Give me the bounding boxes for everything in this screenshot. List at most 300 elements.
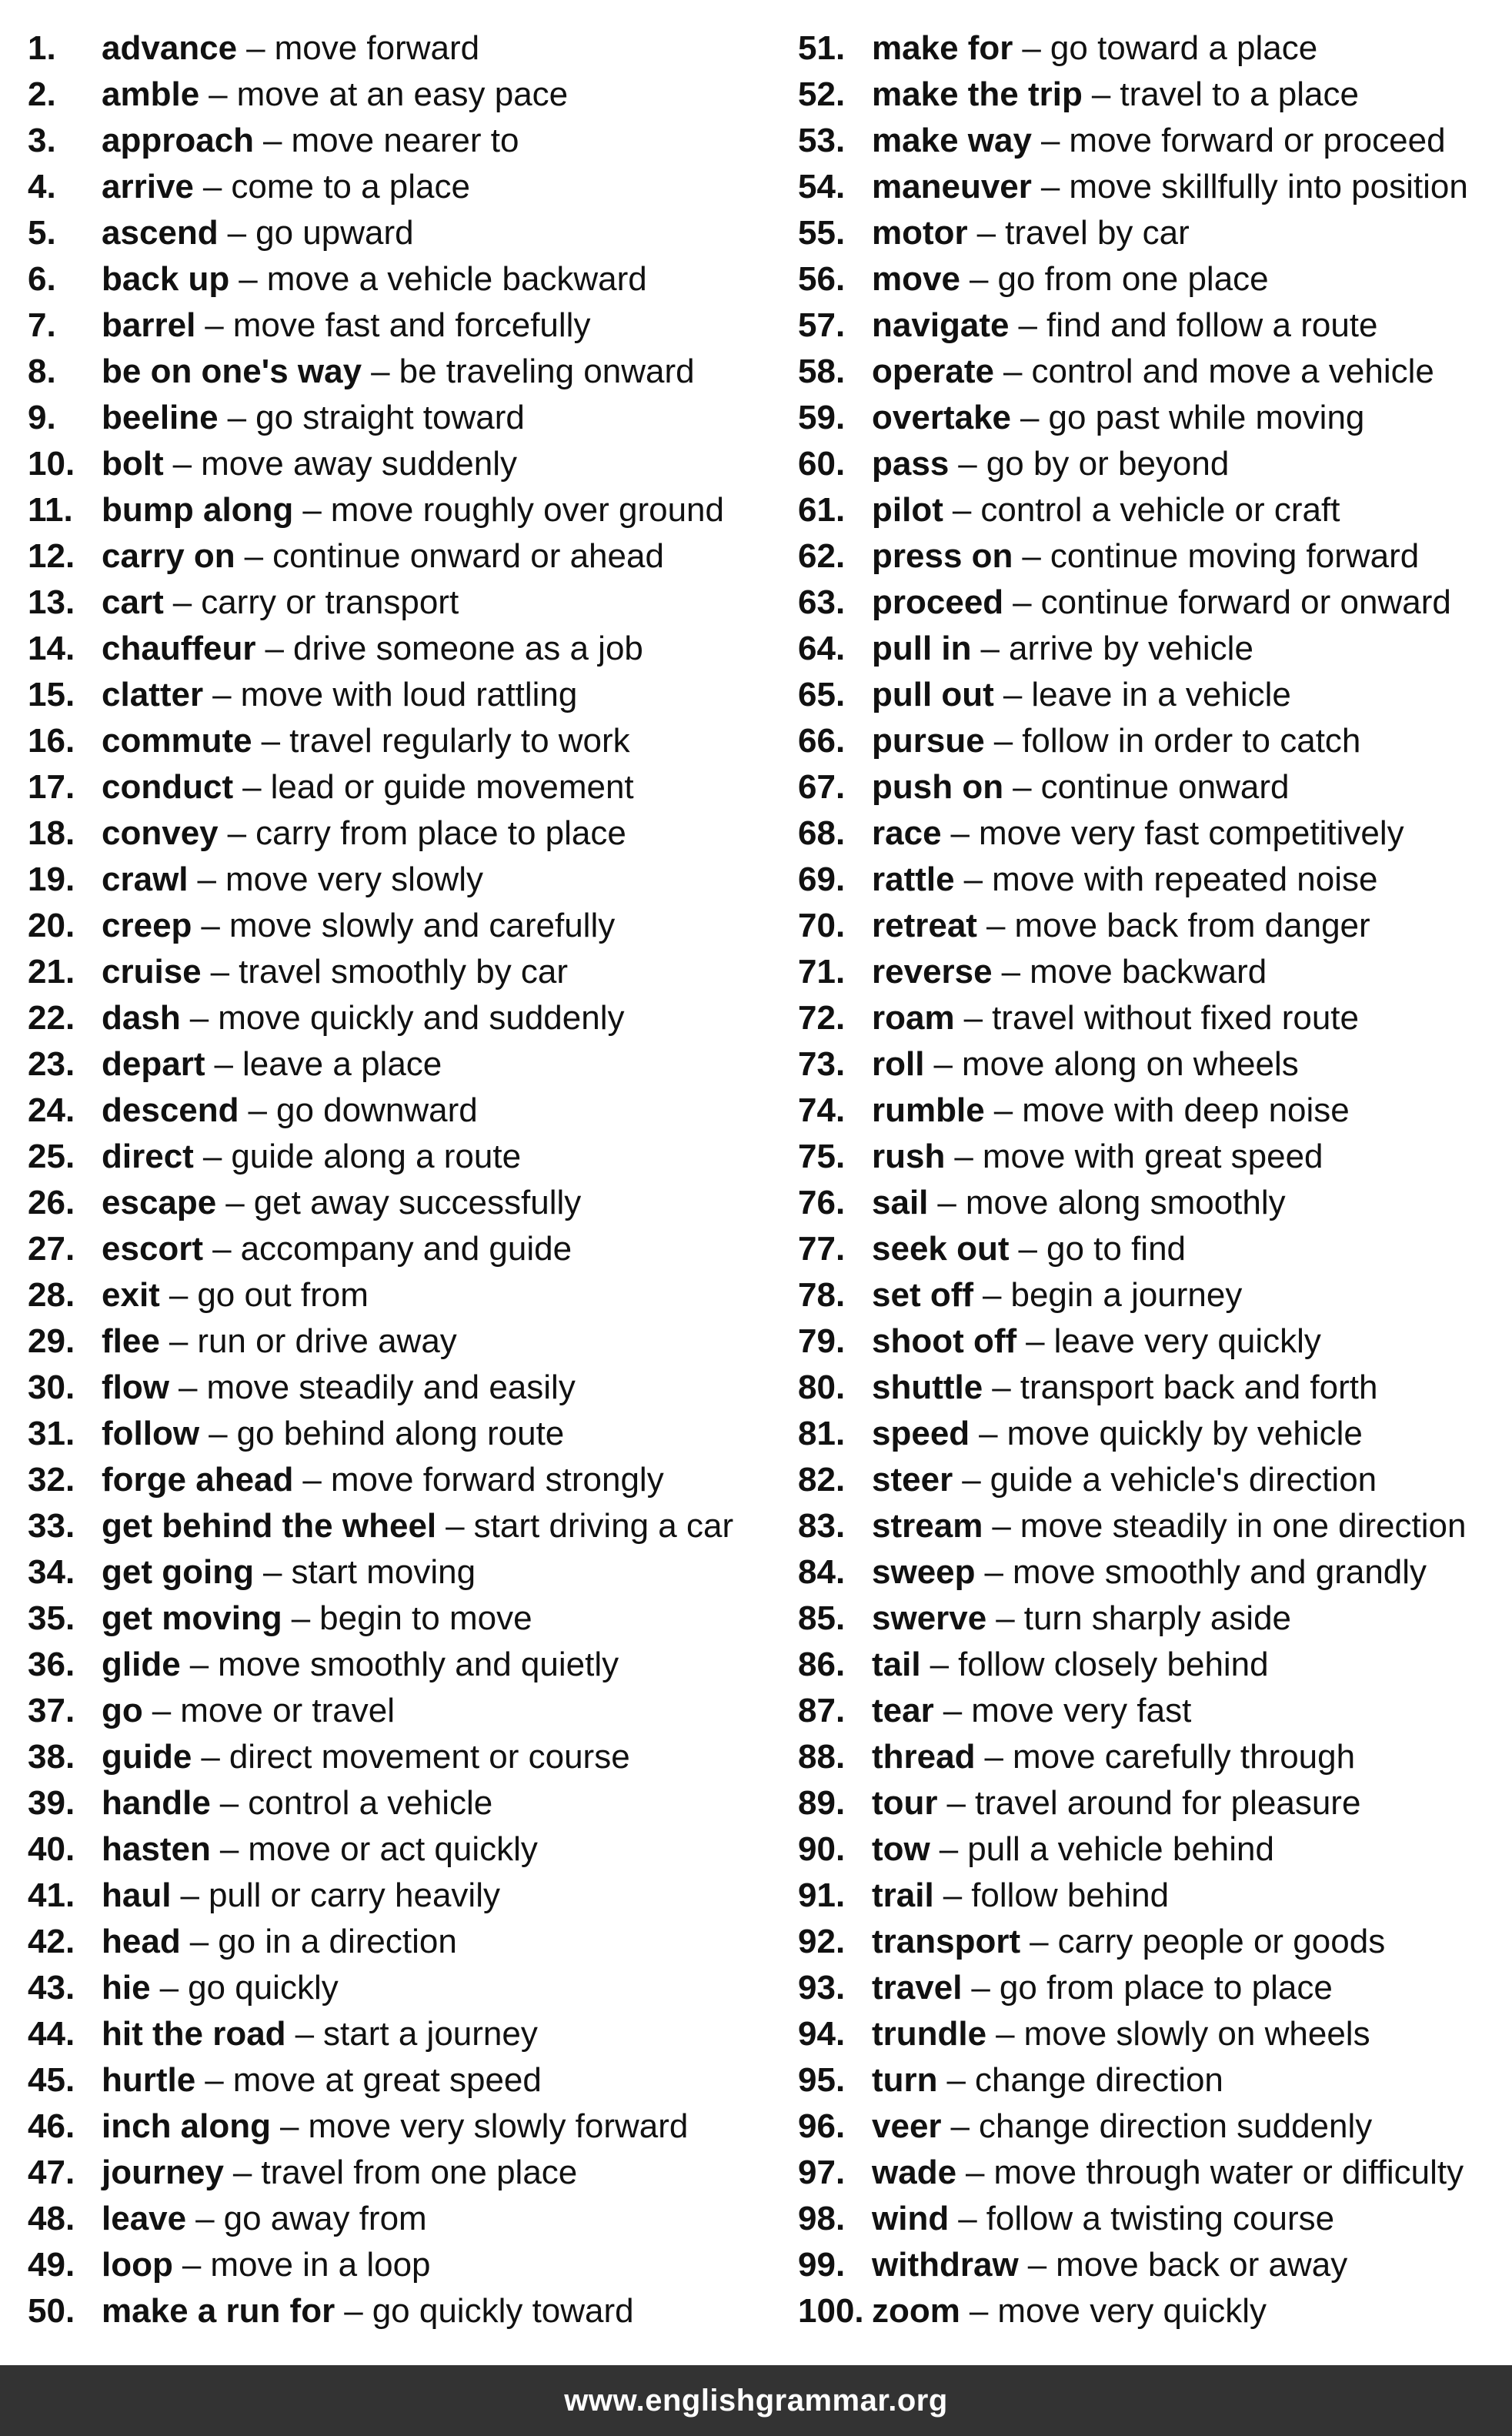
item-definition: change direction suddenly (979, 2107, 1373, 2145)
list-item (28, 1642, 766, 1688)
item-term: race (872, 814, 942, 852)
list-item (28, 256, 766, 302)
list-item (798, 1873, 1506, 1919)
item-definition: move in a loop (210, 2246, 431, 2284)
item-definition: pull a vehicle behind (967, 1830, 1274, 1868)
item-definition: start driving a car (473, 1507, 734, 1545)
item-number: 36. (28, 1646, 75, 1683)
item-definition: start a journey (323, 2015, 538, 2053)
item-definition: move very slowly (225, 860, 483, 898)
item-definition: lead or guide movement (270, 768, 634, 806)
item-number: 6. (28, 260, 56, 298)
item-term: handle (102, 1784, 211, 1822)
item-term: reverse (872, 953, 993, 991)
list-item (798, 1688, 1506, 1734)
item-term: hasten (102, 1830, 211, 1868)
item-term: speed (872, 1415, 970, 1452)
item-term: carry on (102, 537, 235, 575)
item-definition: go quickly toward (372, 2292, 634, 2330)
item-term: escape (102, 1184, 217, 1221)
list-item (798, 2011, 1506, 2057)
list-item (798, 118, 1506, 164)
item-definition: go away from (223, 2200, 427, 2237)
left-column (28, 25, 766, 2334)
item-separator: – (189, 1923, 209, 1960)
item-separator: – (1018, 306, 1037, 344)
list-item (28, 1688, 766, 1734)
item-definition: leave in a vehicle (1031, 676, 1291, 713)
list-item (798, 349, 1506, 395)
item-definition: move back from danger (1014, 907, 1370, 944)
list-item (798, 1272, 1506, 1318)
item-separator: – (1030, 1923, 1049, 1960)
item-separator: – (1020, 399, 1040, 436)
item-number: 89. (798, 1784, 846, 1822)
item-separator: – (189, 999, 209, 1037)
item-separator: – (958, 445, 977, 483)
item-separator: – (1040, 122, 1060, 159)
item-term: flee (102, 1322, 160, 1360)
item-separator: – (983, 1276, 1002, 1314)
item-definition: go downward (276, 1091, 478, 1129)
list-item (28, 164, 766, 210)
item-definition: control a vehicle (248, 1784, 493, 1822)
item-number: 57. (798, 306, 846, 344)
item-number: 21. (28, 953, 75, 991)
item-number: 53. (798, 122, 846, 159)
item-term: rumble (872, 1091, 985, 1129)
item-separator: – (954, 1138, 973, 1175)
item-definition: control and move a vehicle (1031, 353, 1434, 390)
item-term: roll (872, 1045, 925, 1083)
item-separator: – (1040, 168, 1060, 206)
item-definition: move away suddenly (201, 445, 518, 483)
list-item (798, 810, 1506, 857)
item-term: head (102, 1923, 181, 1960)
item-separator: – (302, 491, 322, 529)
item-term: flow (102, 1368, 169, 1406)
item-definition: travel around for pleasure (975, 1784, 1361, 1822)
list-item (798, 1734, 1506, 1780)
item-separator: – (280, 2107, 299, 2145)
list-item (798, 1041, 1506, 1088)
item-definition: run or drive away (197, 1322, 457, 1360)
item-separator: – (189, 1646, 209, 1683)
item-definition: travel from one place (261, 2154, 578, 2191)
item-term: rush (872, 1138, 946, 1175)
item-term: pilot (872, 491, 943, 529)
item-term: back up (102, 260, 230, 298)
item-term: convey (102, 814, 219, 852)
item-number: 17. (28, 768, 75, 806)
item-definition: move with great speed (982, 1138, 1323, 1175)
item-term: get moving (102, 1599, 282, 1637)
list-item (28, 1780, 766, 1826)
item-separator: – (958, 2200, 977, 2237)
item-number: 26. (28, 1184, 75, 1221)
item-term: approach (102, 122, 255, 159)
item-definition: move with loud rattling (240, 676, 578, 713)
list-item (28, 1826, 766, 1873)
list-item (798, 672, 1506, 718)
item-term: loop (102, 2246, 173, 2284)
item-definition: come to a place (231, 168, 470, 206)
item-definition: move slowly and carefully (229, 907, 616, 944)
item-definition: move roughly over ground (330, 491, 724, 529)
item-number: 61. (798, 491, 846, 529)
item-definition: move back or away (1056, 2246, 1348, 2284)
list-item (798, 533, 1506, 580)
list-item (28, 1457, 766, 1503)
item-number: 5. (28, 214, 56, 252)
item-separator: – (219, 1830, 239, 1868)
item-definition: move forward (274, 29, 480, 67)
item-term: amble (102, 75, 200, 113)
item-number: 91. (798, 1876, 846, 1914)
item-separator: – (302, 1461, 322, 1499)
item-separator: – (446, 1507, 465, 1545)
item-number: 76. (798, 1184, 846, 1221)
item-definition: go straight toward (255, 399, 525, 436)
item-definition: carry or transport (201, 583, 459, 621)
list-item (28, 533, 766, 580)
item-term: get behind the wheel (102, 1507, 437, 1545)
item-number: 50. (28, 2292, 75, 2330)
item-definition: move nearer to (291, 122, 519, 159)
item-separator: – (992, 1507, 1011, 1545)
item-definition: arrive by vehicle (1009, 630, 1253, 667)
item-number: 39. (28, 1784, 75, 1822)
footer-website-link[interactable]: www.englishgrammar.org (564, 2383, 948, 2418)
item-definition: drive someone as a job (292, 630, 643, 667)
item-term: tow (872, 1830, 930, 1868)
item-number: 52. (798, 75, 846, 113)
list-item (28, 25, 766, 72)
list-item (28, 903, 766, 949)
list-item (798, 1826, 1506, 1873)
item-number: 56. (798, 260, 846, 298)
item-term: advance (102, 29, 238, 67)
item-separator: – (943, 1692, 963, 1729)
item-term: turn (872, 2061, 938, 2099)
list-item (798, 1411, 1506, 1457)
item-definition: go behind along route (236, 1415, 565, 1452)
list-item (28, 1180, 766, 1226)
item-definition: move backward (1030, 953, 1267, 991)
item-term: retreat (872, 907, 977, 944)
list-item (28, 2104, 766, 2150)
item-term: be on one's way (102, 353, 362, 390)
list-item (28, 1226, 766, 1272)
item-number: 72. (798, 999, 846, 1037)
item-separator: – (943, 1876, 963, 1914)
list-item (798, 1088, 1506, 1134)
item-separator: – (993, 1091, 1013, 1129)
item-term: get going (102, 1553, 254, 1591)
item-separator: – (182, 2246, 202, 2284)
item-separator: – (984, 1738, 1003, 1776)
item-separator: – (1022, 537, 1041, 575)
item-definition: continue moving forward (1050, 537, 1420, 575)
item-definition: move carefully through (1012, 1738, 1356, 1776)
item-number: 83. (798, 1507, 846, 1545)
item-separator: – (209, 75, 228, 113)
item-term: make the trip (872, 75, 1083, 113)
item-term: wade (872, 2154, 957, 2191)
item-separator: – (232, 2154, 252, 2191)
list-item (798, 2057, 1506, 2104)
item-separator: – (227, 814, 247, 852)
item-number: 37. (28, 1692, 75, 1729)
item-number: 44. (28, 2015, 75, 2053)
item-number: 22. (28, 999, 75, 1037)
item-number: 48. (28, 2200, 75, 2237)
list-item (28, 949, 766, 995)
list-item (798, 1780, 1506, 1826)
item-separator: – (946, 1784, 966, 1822)
item-definition: move fast and forcefully (232, 306, 591, 344)
item-term: thread (872, 1738, 976, 1776)
item-definition: transport back and forth (1020, 1368, 1378, 1406)
list-item (28, 580, 766, 626)
item-term: push on (872, 768, 1004, 806)
item-number: 95. (798, 2061, 846, 2099)
item-definition: go upward (255, 214, 414, 252)
item-separator: – (1018, 1230, 1037, 1268)
item-definition: move quickly by vehicle (1006, 1415, 1363, 1452)
item-number: 29. (28, 1322, 75, 1360)
item-separator: – (371, 353, 390, 390)
item-definition: go out from (197, 1276, 369, 1314)
item-definition: go toward a place (1050, 29, 1318, 67)
item-number: 12. (28, 537, 75, 575)
item-number: 1. (28, 29, 56, 67)
item-separator: – (212, 676, 232, 713)
item-separator: – (225, 1184, 245, 1221)
item-term: hurtle (102, 2061, 196, 2099)
item-number: 18. (28, 814, 75, 852)
item-number: 84. (798, 1553, 846, 1591)
item-number: 28. (28, 1276, 75, 1314)
item-separator: – (344, 2292, 363, 2330)
item-separator: – (212, 1230, 232, 1268)
item-separator: – (209, 1415, 228, 1452)
item-number: 46. (28, 2107, 75, 2145)
item-separator: – (946, 2061, 966, 2099)
item-term: bolt (102, 445, 164, 483)
item-number: 97. (798, 2154, 846, 2191)
item-number: 87. (798, 1692, 846, 1729)
footer-bar (0, 2365, 1512, 2436)
item-term: pull out (872, 676, 994, 713)
list-item (28, 72, 766, 118)
item-term: rattle (872, 860, 955, 898)
item-definition: find and follow a route (1046, 306, 1378, 344)
item-separator: – (984, 1553, 1003, 1591)
item-number: 49. (28, 2246, 75, 2284)
item-term: cruise (102, 953, 202, 991)
item-definition: move at great speed (232, 2061, 542, 2099)
item-number: 88. (798, 1738, 846, 1776)
item-separator: – (201, 907, 220, 944)
list-item (28, 1318, 766, 1365)
item-number: 2. (28, 75, 56, 113)
list-item (798, 1503, 1506, 1549)
list-item (798, 256, 1506, 302)
list-item (798, 1180, 1506, 1226)
list-item (28, 1734, 766, 1780)
item-separator: – (219, 1784, 239, 1822)
item-separator: – (1003, 353, 1023, 390)
item-number: 14. (28, 630, 75, 667)
item-term: operate (872, 353, 994, 390)
item-separator: – (152, 1692, 172, 1729)
item-term: forge ahead (102, 1461, 294, 1499)
item-definition: follow behind (971, 1876, 1170, 1914)
list-item (798, 995, 1506, 1041)
item-separator: – (195, 2200, 215, 2237)
item-number: 82. (798, 1461, 846, 1499)
item-separator: – (996, 1599, 1015, 1637)
item-definition: move along on wheels (961, 1045, 1299, 1083)
item-separator: – (1091, 75, 1111, 113)
item-term: roam (872, 999, 955, 1037)
list-item (798, 441, 1506, 487)
item-number: 63. (798, 583, 846, 621)
list-item (28, 1965, 766, 2011)
item-number: 81. (798, 1415, 846, 1452)
item-definition: guide along a route (231, 1138, 522, 1175)
item-number: 45. (28, 2061, 75, 2099)
list-item (28, 626, 766, 672)
item-separator: – (1022, 29, 1041, 67)
item-number: 32. (28, 1461, 75, 1499)
list-item (28, 1365, 766, 1411)
item-separator: – (1001, 953, 1021, 991)
item-separator: – (248, 1091, 267, 1129)
list-item (798, 903, 1506, 949)
item-separator: – (933, 1045, 953, 1083)
item-separator: – (963, 999, 983, 1037)
item-number: 11. (28, 491, 73, 529)
item-separator: – (180, 1876, 199, 1914)
item-separator: – (244, 537, 264, 575)
list-item (28, 2242, 766, 2288)
item-number: 70. (798, 907, 846, 944)
item-definition: move smoothly and grandly (1013, 1553, 1427, 1591)
item-term: bump along (102, 491, 294, 529)
item-term: clatter (102, 676, 204, 713)
item-definition: pull or carry heavily (208, 1876, 500, 1914)
item-separator: – (986, 907, 1006, 944)
item-number: 94. (798, 2015, 846, 2053)
item-term: shuttle (872, 1368, 983, 1406)
list-item (798, 2242, 1506, 2288)
list-item (798, 1318, 1506, 1365)
list-item (798, 580, 1506, 626)
list-item (798, 1642, 1506, 1688)
item-definition: go by or beyond (986, 445, 1230, 483)
item-number: 90. (798, 1830, 846, 1868)
item-term: go (102, 1692, 143, 1729)
list-item (798, 2288, 1506, 2334)
item-separator: – (976, 214, 996, 252)
item-separator: – (963, 860, 983, 898)
list-item (28, 1088, 766, 1134)
item-definition: move or travel (180, 1692, 396, 1729)
item-separator: – (1013, 583, 1032, 621)
item-number: 23. (28, 1045, 75, 1083)
item-definition: continue onward or ahead (272, 537, 664, 575)
list-item (798, 2104, 1506, 2150)
item-number: 99. (798, 2246, 846, 2284)
list-item (28, 1549, 766, 1596)
item-separator: – (291, 1599, 311, 1637)
item-separator: – (966, 2154, 985, 2191)
item-separator: – (1026, 1322, 1045, 1360)
item-separator: – (952, 491, 972, 529)
item-term: guide (102, 1738, 192, 1776)
item-term: arrive (102, 168, 194, 206)
item-number: 85. (798, 1599, 846, 1637)
item-number: 33. (28, 1507, 75, 1545)
item-term: zoom (872, 2292, 960, 2330)
item-number: 15. (28, 676, 75, 713)
item-term: navigate (872, 306, 1010, 344)
item-term: follow (102, 1415, 200, 1452)
item-number: 74. (798, 1091, 846, 1129)
list-item (28, 2150, 766, 2196)
list-item (28, 1041, 766, 1088)
item-definition: turn sharply aside (1023, 1599, 1292, 1637)
item-definition: move forward or proceed (1069, 122, 1446, 159)
list-item (28, 487, 766, 533)
item-number: 93. (798, 1969, 846, 2007)
item-definition: carry from place to place (255, 814, 626, 852)
list-item (28, 2011, 766, 2057)
item-number: 16. (28, 722, 75, 760)
item-definition: go in a direction (218, 1923, 457, 1960)
list-item (28, 441, 766, 487)
list-item (28, 395, 766, 441)
item-term: transport (872, 1923, 1021, 1960)
list-item (798, 302, 1506, 349)
item-number: 80. (798, 1368, 846, 1406)
item-number: 25. (28, 1138, 75, 1175)
item-term: swerve (872, 1599, 987, 1637)
item-term: crawl (102, 860, 189, 898)
item-term: conduct (102, 768, 234, 806)
item-separator: – (962, 1461, 981, 1499)
item-definition: move with deep noise (1022, 1091, 1350, 1129)
list-item (798, 1965, 1506, 2011)
list-item (798, 2196, 1506, 2242)
list-item (798, 25, 1506, 72)
item-definition: continue onward (1040, 768, 1290, 806)
item-number: 31. (28, 1415, 75, 1452)
item-term: tear (872, 1692, 934, 1729)
item-number: 47. (28, 2154, 75, 2191)
item-number: 58. (798, 353, 846, 390)
item-term: direct (102, 1138, 194, 1175)
list-item (28, 810, 766, 857)
item-term: make way (872, 122, 1032, 159)
item-number: 4. (28, 168, 56, 206)
item-separator: – (214, 1045, 233, 1083)
item-definition: follow a twisting course (986, 2200, 1335, 2237)
item-definition: leave a place (242, 1045, 442, 1083)
item-definition: move along smoothly (965, 1184, 1286, 1221)
